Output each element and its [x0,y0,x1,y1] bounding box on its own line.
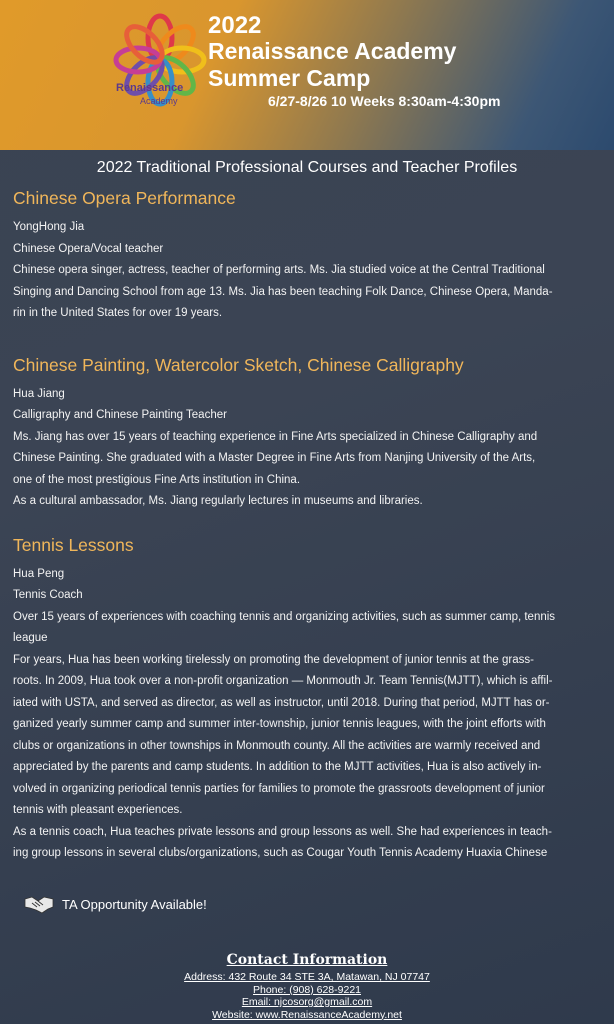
bio-line: clubs or organizations in other townships in Monmouth county. All the activities are warmly received and [13,739,541,752]
bio-line: roots. In 2009, Hua took over a non-profit organization — Monmouth Jr. Team Tennis(MJTT), which is affil- [13,675,553,687]
section-chinese-opera [13,188,593,325]
logo-text: Renaissance [116,82,184,94]
header-title-line2: Summer Camp [208,65,371,91]
logo-subtext: Academy [140,96,178,106]
header-year: 2022 [208,12,262,39]
bio-line: Singing and Dancing School from age 13. Ms. Jia has been teaching Folk Dance, Chinese Opera, Manda- [13,285,553,298]
ta-notice-text: TA Opportunity Available! [62,896,207,912]
handshake-icon [24,893,54,915]
bio-line: Chinese Painting. She graduated with a Master Degree in Fine Arts from Nanjing University of the Arts, [13,452,536,464]
bio-line: Over 15 years of experiences with coaching tennis and organizing activities, such as summer camp, tennis [13,610,556,623]
bio-line: tennis with pleasant experiences. [13,804,183,816]
bio-line: appreciated by the parents and camp students. In addition to the MJTT activities, Hua is also actively in- [13,761,542,773]
section-chinese-painting [13,355,593,513]
contact-website[interactable]: Website: www.RenaissanceAcademy.net [212,1008,402,1021]
teacher-role: Chinese Opera/Vocal teacher [13,242,164,255]
contact-title: Contact Information [226,952,388,968]
header-banner [0,0,614,150]
course-sections [13,188,593,865]
page-title: 2022 Traditional Professional Courses and Teacher Profiles [96,159,518,176]
bio-line: ganized yearly summer camp and summer inter-township, junior tennis leagues, with the joint efforts with [13,718,546,730]
section-title: Chinese Opera Performance [13,188,236,208]
contact-phone[interactable]: Phone: (908) 628-9221 [253,983,361,996]
contact-information [0,952,614,1021]
header-dates: 6/27-8/26 10 Weeks 8:30am-4:30pm [268,93,501,109]
bio-line: As a tennis coach, Hua teaches private lessons and group lessons as well. She had experiences in teach- [13,825,552,838]
bio-line: ing group lessons in several clubs/organizations, such as Cougar Youth Tennis Academy Huaxia Chinese [13,847,548,859]
teacher-name: YongHong Jia [13,221,85,233]
bio-line: volved in organizing periodical tennis parties for families to promote the grassroots development of junior [13,782,545,795]
bio-line: rin in the United States for over 19 years. [13,307,223,319]
teacher-role: Calligraphy and Chinese Painting Teacher [13,409,227,421]
teacher-name: Hua Jiang [13,387,65,400]
ta-opportunity-notice [24,893,207,915]
renaissance-flower-logo-icon [110,10,210,110]
bio-line: one of the most prestigious Fine Arts institution in China. [13,473,301,486]
bio-line: As a cultural ambassador, Ms. Jiang regularly lectures in museums and libraries. [13,495,423,507]
bio-line: league [13,632,48,644]
bio-line: Ms. Jiang has over 15 years of teaching experience in Fine Arts specialized in Chinese Calligraphy and [13,430,538,443]
section-title: Tennis Lessons [13,534,134,555]
section-tennis-lessons [13,535,593,865]
teacher-name: Hua Peng [13,567,65,580]
contact-email[interactable]: Email: njcosorg@gmail.com [241,996,373,1008]
bio-line: Chinese opera singer, actress, teacher of performing arts. Ms. Jia studied voice at the Central Traditional [13,264,545,276]
section-title: Chinese Painting, Watercolor Sketch, Chinese Calligraphy [13,354,464,375]
teacher-role: Tennis Coach [13,589,83,601]
bio-line: iated with USTA, and served as director, as well as instructor, until 2018. During that period, MJTT has or- [13,696,550,709]
contact-address: Address: 432 Route 34 STE 3A, Matawan, NJ 07747 [184,971,430,983]
bio-line: For years, Hua has been working tirelessly on promoting the development of junior tennis at the grass- [13,653,534,666]
header-title-line1: Renaissance Academy [208,38,457,64]
